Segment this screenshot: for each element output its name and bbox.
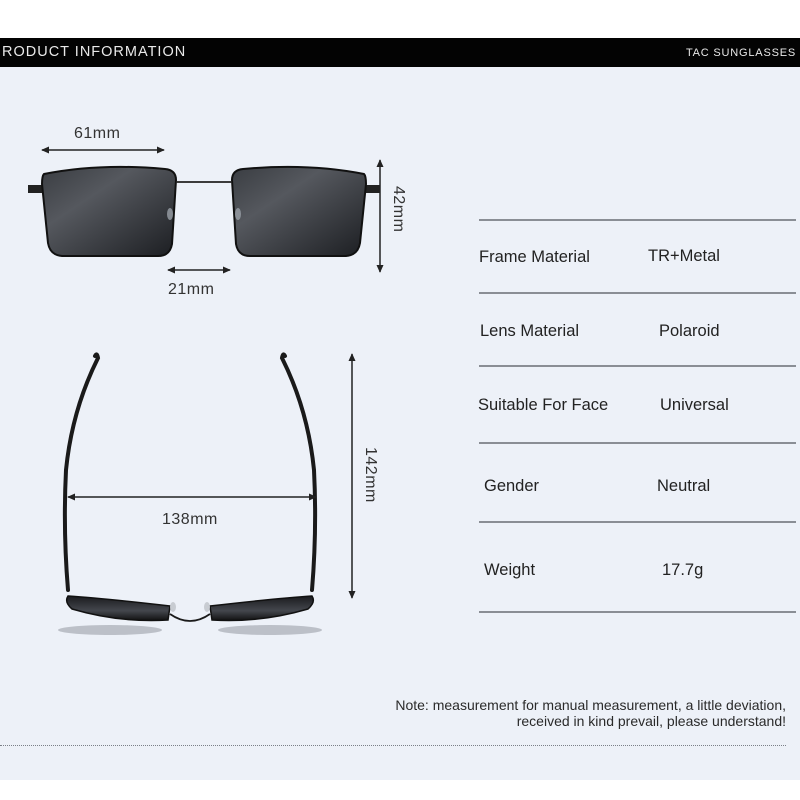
measurement-note	[316, 697, 786, 729]
front-view-glasses	[28, 167, 380, 256]
spec-value-frame-material: TR+Metal	[648, 247, 720, 265]
top-view-glasses	[58, 354, 322, 635]
spec-value-gender: Neutral	[657, 477, 711, 495]
spec-divider	[479, 365, 796, 367]
note-line-1: Note: measurement for manual measurement, a little deviation,	[395, 697, 786, 713]
spec-divider	[479, 611, 796, 613]
spec-label-weight: Weight	[484, 561, 536, 579]
note-line-2: received in kind prevail, please understand!	[516, 713, 786, 729]
product-information-title: RODUCT INFORMATION	[2, 44, 187, 60]
spec-value-weight: 17.7g	[662, 561, 704, 579]
spec-divider	[479, 292, 796, 294]
spec-value-lens-material: Polaroid	[659, 322, 720, 340]
spec-label-suitable-for-face: Suitable For Face	[478, 396, 609, 414]
spec-divider	[479, 442, 796, 444]
bridge-width-label: 21mm	[168, 281, 215, 298]
dotted-divider	[0, 745, 786, 746]
frame-width-label: 138mm	[162, 511, 218, 528]
spec-value-suitable-for-face: Universal	[660, 396, 729, 414]
lens-height-label: 42mm	[390, 186, 407, 233]
spec-label-lens-material: Lens Material	[480, 322, 580, 340]
spec-divider	[479, 219, 796, 221]
spec-divider	[479, 521, 796, 523]
spec-label-frame-material: Frame Material	[479, 248, 590, 266]
spec-label-gender: Gender	[484, 477, 540, 495]
lens-width-label: 61mm	[74, 125, 121, 142]
brand-subtitle: TAC SUNGLASSES	[685, 47, 796, 59]
temple-length-label: 142mm	[362, 447, 379, 503]
